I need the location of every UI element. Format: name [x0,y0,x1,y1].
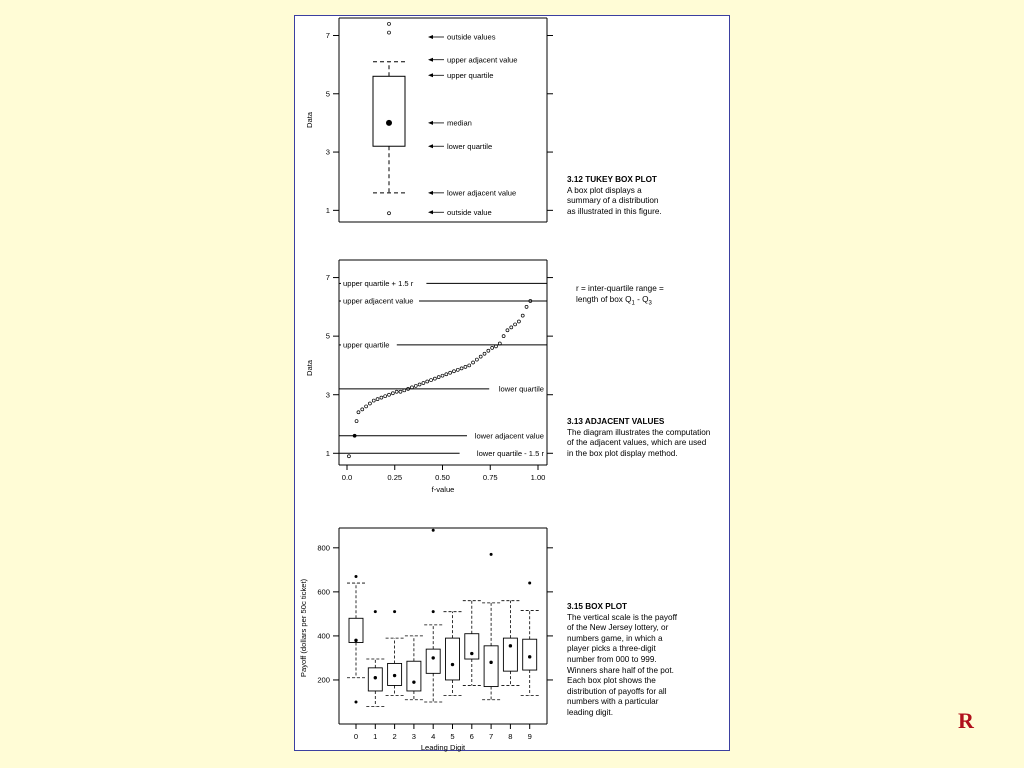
fig313-data-point [449,371,452,374]
caption-315-line: number from 000 to 999. [567,654,657,664]
fig315-xtick-label: 9 [527,732,532,741]
fig312-box [373,76,405,146]
fig313-data-point [426,380,429,383]
fig315-outlier [393,610,396,613]
fig313-data-point [483,352,486,355]
caption-315 [567,602,737,719]
fig313-data-point [452,370,455,373]
corner-r-mark: R [958,708,974,733]
fig315-ytick-label: 600 [317,587,330,597]
fig313-xtick-label: 0.75 [482,473,498,482]
fig313-xtick-label: 0.25 [387,473,403,482]
fig312-upper-adjacent-arrow-head [428,58,433,62]
fig315-box [407,661,421,691]
fig313-ytick-label: 5 [325,331,330,341]
caption-313-line: in the box plot display method. [567,448,678,458]
fig313-data-point [510,326,513,329]
fig312-outside-value-label: outside value [447,207,492,217]
fig315-xtick-label: 5 [450,732,455,741]
fig312-lower-quartile-label: lower quartile [447,141,493,151]
caption-315-line: Each box plot shows the [567,676,656,686]
caption-315-line: The vertical scale is the payoff [567,612,677,622]
fig315-median-dot [509,644,512,647]
fig315-median-dot [393,674,396,677]
fig313-ytick-label: 3 [325,390,330,400]
fig313-xtick-label: 1.00 [530,473,546,482]
fig315-xtick-label: 8 [508,732,513,741]
fig313-lower-adjacent-label: lower adjacent value [474,431,544,441]
iqr-note [576,283,664,310]
fig313-data-point [441,374,444,377]
fig313-data-point [456,368,459,371]
fig313-data-point [376,398,379,401]
fig313-data-point [384,395,387,398]
fig315-box [426,649,440,673]
fig315-box [484,646,498,687]
fig312-upper-quartile-arrow-head [428,73,433,77]
fig313-data-point [502,335,505,338]
fig315-box [465,634,479,659]
fig315-ytick-label: 200 [317,675,330,685]
fig313-data-point [460,367,463,370]
iqr-note-sub3: 3 [648,300,652,307]
fig315-median-dot [412,680,415,683]
fig315-xtick-label: 4 [431,732,436,741]
fig313-data-point [430,379,433,382]
caption-315-line: Winners share half of the pot. [567,665,674,675]
fig315-xtick-label: 7 [488,732,494,741]
iqr-note-sub1: 1 [631,300,635,307]
fig313-data-point [445,373,448,376]
fig312-lower-quartile-arrow-head [428,144,433,148]
caption-315-line: numbers with a particular [567,697,659,707]
caption-313-line: The diagram illustrates the computation [567,427,711,437]
fig315-xlabel: Leading Digit [420,743,466,752]
fig313-data-point [422,382,425,385]
fig315-outlier [355,700,358,703]
fig315-median-dot [354,639,357,642]
fig315-ytick-label: 800 [317,543,330,553]
fig312-ylabel: Data [305,111,314,129]
fig312-ytick-label: 7 [325,31,330,41]
fig315-xtick-label: 6 [469,732,474,741]
fig312-outside-point [388,212,391,215]
fig313-data-point [517,320,520,323]
fig315-xtick-label: 3 [411,732,417,741]
fig313-upper-quartile-label: upper quartile [343,340,390,350]
fig313-data-point [514,323,517,326]
fig312-upper-quartile-label: upper quartile [447,70,494,80]
fig313-data-point [468,364,471,367]
fig313-data-point [388,393,391,396]
fig313-ytick-label: 1 [325,448,330,458]
fig313-data-point [414,384,417,387]
fig312-median-arrow-head [428,121,433,125]
fig312-ytick-label: 1 [325,205,330,215]
iqr-note-line1: r = inter-quartile range = [576,284,664,293]
caption-312-line: as illustrated in this figure. [567,206,662,216]
fig313-data-point [347,455,350,458]
fig315-box [446,638,460,680]
caption-312-line: summary of a distribution [567,196,659,206]
fig315-median-dot [489,661,492,664]
fig313-ylabel: Data [305,359,314,377]
fig312-outside-value-arrow-head [428,210,433,214]
fig313-data-point [479,355,482,358]
fig312-ytick-label: 5 [325,89,330,99]
fig313-ytick-label: 7 [325,273,330,283]
fig313-uq-plus-label: upper quartile + 1.5 r [343,279,414,289]
fig313-data-point [487,349,490,352]
fig313-data-point [472,361,475,364]
fig313-data-point [365,405,368,408]
fig315-outlier [355,575,358,578]
fig312-lower-adjacent-label: lower adjacent value [447,188,517,198]
fig315-xtick-label: 0 [353,732,359,741]
fig313-data-point [372,399,375,402]
fig312-outside-point [388,31,391,34]
fig313-data-point [355,420,358,423]
caption-315-line: leading digit. [567,707,613,717]
fig315-xtick-label: 2 [392,732,397,741]
fig312-median-label: median [447,118,472,128]
fig313-data-point [521,314,524,317]
iqr-note-mid: - Q [634,295,649,304]
fig313-data-point [525,305,528,308]
fig313-data-point [437,376,440,379]
fig313-data-point [361,408,364,411]
fig312-median-dot [386,120,392,126]
caption-315-line: numbers game, in which a [567,633,663,643]
fig313-data-point [491,346,494,349]
fig313-data-point [357,411,360,414]
fig315-box [523,639,537,670]
fig315-median-dot [470,652,473,655]
fig312-outside-point [388,22,391,25]
fig315-median-dot [528,655,531,658]
fig312-outside-values-arrow-head [428,35,433,39]
fig313-xlabel: f-value [431,485,455,494]
fig313-data-point [368,402,371,405]
fig315-xtick-label: 1 [373,732,378,741]
caption-315-line: player picks a three-digit [567,644,656,654]
caption-313-line: of the adjacent values, which are used [567,438,707,448]
fig313-data-point [391,392,394,395]
fig313-lq-minus-label: lower quartile - 1.5 r [476,448,544,458]
fig312-outside-values-label: outside values [447,32,496,42]
caption-315-line: of the New Jersey lottery, or [567,623,669,633]
fig315-outlier [374,610,377,613]
fig313-data-point [475,358,478,361]
fig315-box [503,638,517,671]
fig313-data-point [433,377,436,380]
fig313-data-point [464,365,467,368]
iqr-note-prefix: length of box Q [576,295,632,304]
fig313-data-point [399,390,402,393]
fig313-data-point [506,329,509,332]
caption-312 [567,175,737,217]
fig312-lower-adjacent-arrow-head [428,191,433,195]
fig313-lower-quartile-label: lower quartile [498,384,544,394]
figure-page [294,15,730,751]
fig313-xtick-label: 0.0 [341,473,353,482]
caption-313-title: 3.13 ADJACENT VALUES [567,417,665,426]
fig315-median-dot [374,676,377,679]
caption-313 [567,417,737,459]
fig313-xtick-label: 0.50 [435,473,450,482]
fig312-ytick-label: 3 [325,147,330,157]
fig312-upper-adjacent-label: upper adjacent value [447,55,518,65]
fig313-data-point [395,390,398,393]
fig313-data-point [353,434,356,437]
fig315-outlier [528,582,531,585]
fig315-ylabel: Payoff (dollars per 50c ticket) [299,578,308,678]
fig315-outlier [432,610,435,613]
fig315-ytick-label: 400 [317,631,330,641]
fig313-data-point [418,383,421,386]
fig313-data-point [380,396,383,399]
caption-312-title: 3.12 TUKEY BOX PLOT [567,175,657,184]
fig315-outlier [490,553,493,556]
fig315-median-dot [432,656,435,659]
caption-315-title: 3.15 BOX PLOT [567,602,628,611]
caption-315-line: distribution of payoffs for all [567,686,667,696]
caption-312-line: A box plot displays a [567,185,642,195]
fig315-median-dot [451,663,454,666]
fig313-upper-adjacent-label: upper adjacent value [343,296,414,306]
fig315-outlier [432,529,435,532]
